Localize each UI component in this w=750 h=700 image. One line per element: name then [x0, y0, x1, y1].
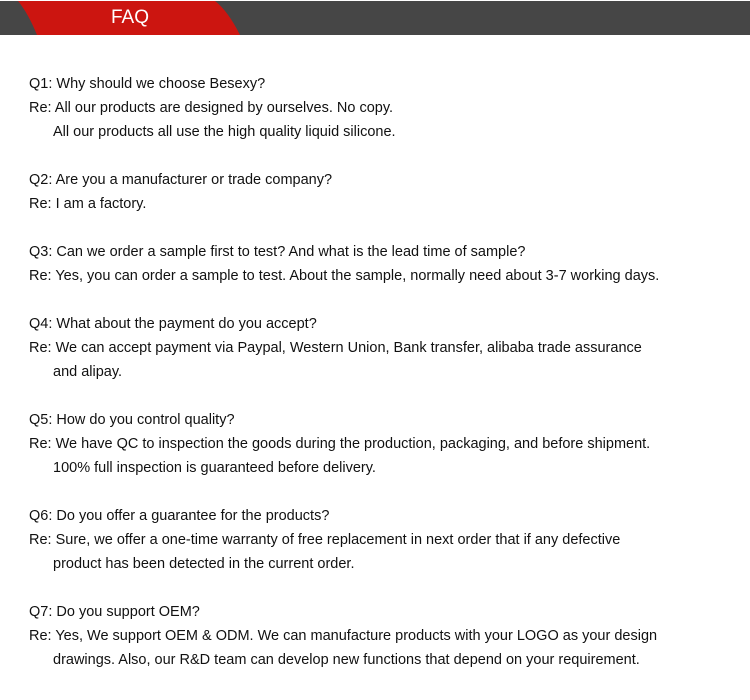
faq-item — [29, 408, 729, 480]
faq-answer-line: Re: All our products are designed by ourselves. No copy. — [29, 100, 394, 116]
faq-title: FAQ — [110, 7, 149, 28]
faq-list — [29, 72, 729, 696]
faq-answer-line: Re: I am a factory. — [29, 196, 147, 212]
faq-item — [29, 504, 729, 576]
faq-answer-line: Re: We have QC to inspection the goods during the production, packaging, and before shipment. — [29, 436, 651, 452]
faq-answer-line: drawings. Also, our R&D team can develop new functions that depend on your requirement. — [53, 652, 640, 668]
faq-answer-line: Re: We can accept payment via Paypal, Western Union, Bank transfer, alibaba trade assurance — [29, 340, 642, 356]
faq-item — [29, 240, 729, 288]
faq-question: Q5: How do you control quality? — [29, 412, 235, 428]
faq-answer-line: Re: Yes, you can order a sample to test. About the sample, normally need about 3-7 working days. — [29, 268, 660, 284]
faq-question: Q7: Do you support OEM? — [29, 604, 200, 620]
faq-answer-line: 100% full inspection is guaranteed before delivery. — [53, 460, 376, 476]
faq-answer-line: and alipay. — [53, 364, 123, 380]
faq-item — [29, 168, 729, 216]
faq-question: Q6: Do you offer a guarantee for the products? — [29, 508, 330, 524]
faq-question: Q2: Are you a manufacturer or trade company? — [29, 172, 333, 188]
faq-item — [29, 312, 729, 384]
faq-question: Q3: Can we order a sample first to test? And what is the lead time of sample? — [29, 244, 526, 260]
faq-question: Q4: What about the payment do you accept? — [29, 316, 317, 332]
faq-answer-line: Re: Sure, we offer a one-time warranty of free replacement in next order that if any defective — [29, 532, 621, 548]
faq-answer-line: product has been detected in the current order. — [53, 556, 355, 572]
faq-answer-line: All our products all use the high quality liquid silicone. — [53, 124, 396, 140]
faq-item — [29, 600, 729, 672]
faq-item — [29, 72, 729, 144]
faq-answer-line: Re: Yes, We support OEM & ODM. We can manufacture products with your LOGO as your design — [29, 628, 658, 644]
faq-question: Q1: Why should we choose Besexy? — [29, 76, 266, 92]
